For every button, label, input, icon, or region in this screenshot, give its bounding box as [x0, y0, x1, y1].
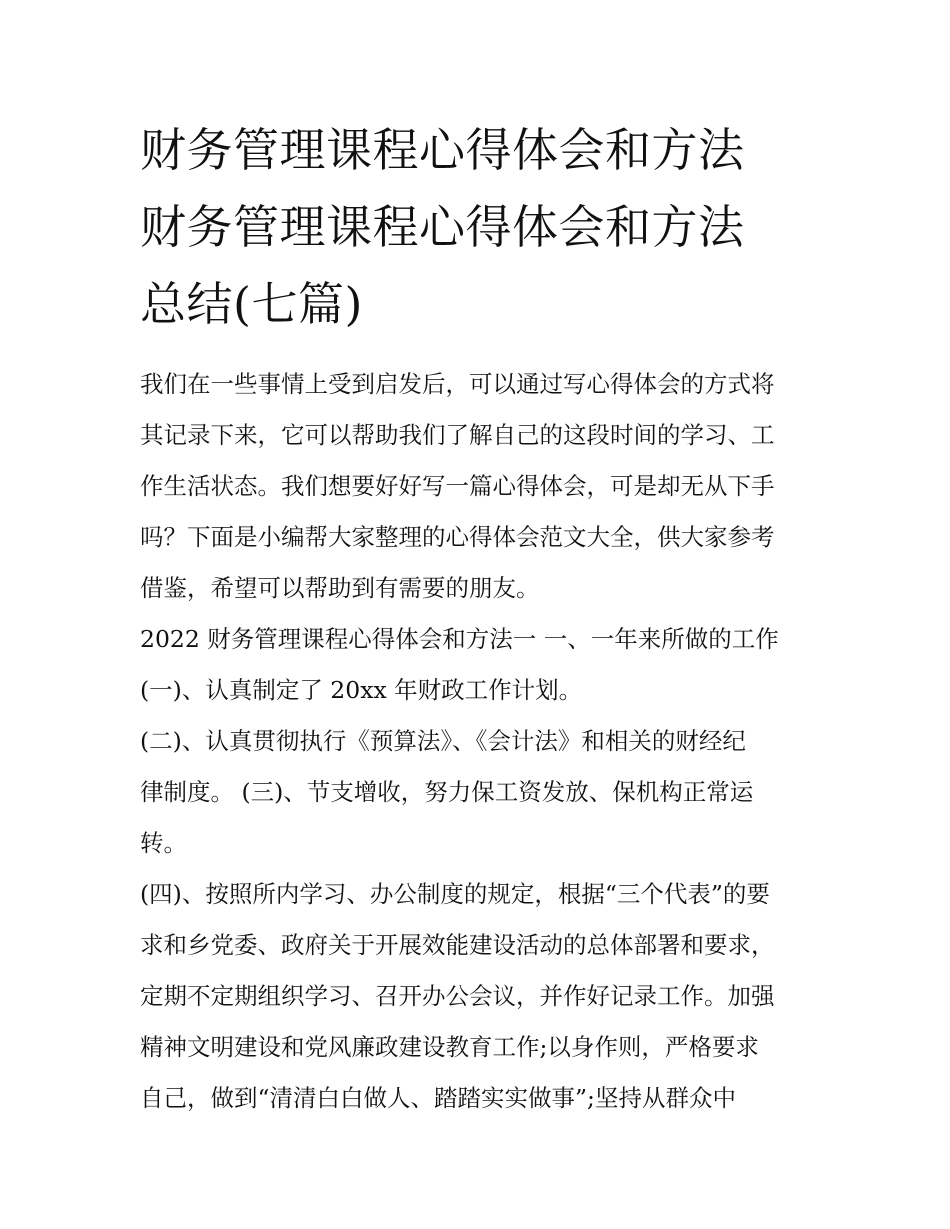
- text-line: 借鉴，希望可以帮助到有需要的朋友。: [140, 574, 540, 602]
- title-line: 总结(七篇): [140, 277, 363, 331]
- document-title: [140, 112, 812, 343]
- document-page: [140, 112, 812, 1124]
- text-line: 转。: [140, 829, 187, 857]
- title-line: 财务管理课程心得体会和方法: [140, 200, 745, 254]
- text-line: (四)、按照所内学习、办公制度的规定，根据“三个代表”的要: [140, 880, 770, 908]
- intro-paragraph: [140, 359, 812, 614]
- title-line: 财务管理课程心得体会和方法: [140, 123, 745, 177]
- text-line: 定期不定期组织学习、召开办公会议，并作好记录工作。加强: [140, 982, 775, 1010]
- text-line: 我们在一些事情上受到启发后，可以通过写心得体会的方式将: [140, 370, 775, 398]
- item-one-paragraph: [140, 665, 812, 716]
- text-line: 精神文明建设和党风廉政建设教育工作;以身作则，严格要求: [140, 1033, 759, 1061]
- text-line: 2022 财务管理课程心得体会和方法一 一、一年来所做的工作: [140, 625, 779, 653]
- text-line: (一)、认真制定了 20xx 年财政工作计划。: [140, 676, 583, 704]
- text-line: 自己，做到“清清白白做人、踏踏实实做事”;坚持从群众中: [140, 1084, 736, 1112]
- text-line: (二)、认真贯彻执行《预算法》、《会计法》和相关的财经纪: [140, 727, 746, 755]
- item-four-paragraph: [140, 869, 812, 1124]
- text-line: 其记录下来，它可以帮助我们了解自己的这段时间的学习、工: [140, 421, 775, 449]
- text-line: 吗？下面是小编帮大家整理的心得体会范文大全，供大家参考: [140, 523, 775, 551]
- text-line: 律制度。 (三)、节支增收，努力保工资发放、保机构正常运: [140, 778, 754, 806]
- text-line: 求和乡党委、政府关于开展效能建设活动的总体部署和要求，: [140, 931, 775, 959]
- item-two-three-paragraph: [140, 716, 812, 869]
- section-heading-paragraph: [140, 614, 812, 665]
- text-line: 作生活状态。我们想要好好写一篇心得体会，可是却无从下手: [140, 472, 775, 500]
